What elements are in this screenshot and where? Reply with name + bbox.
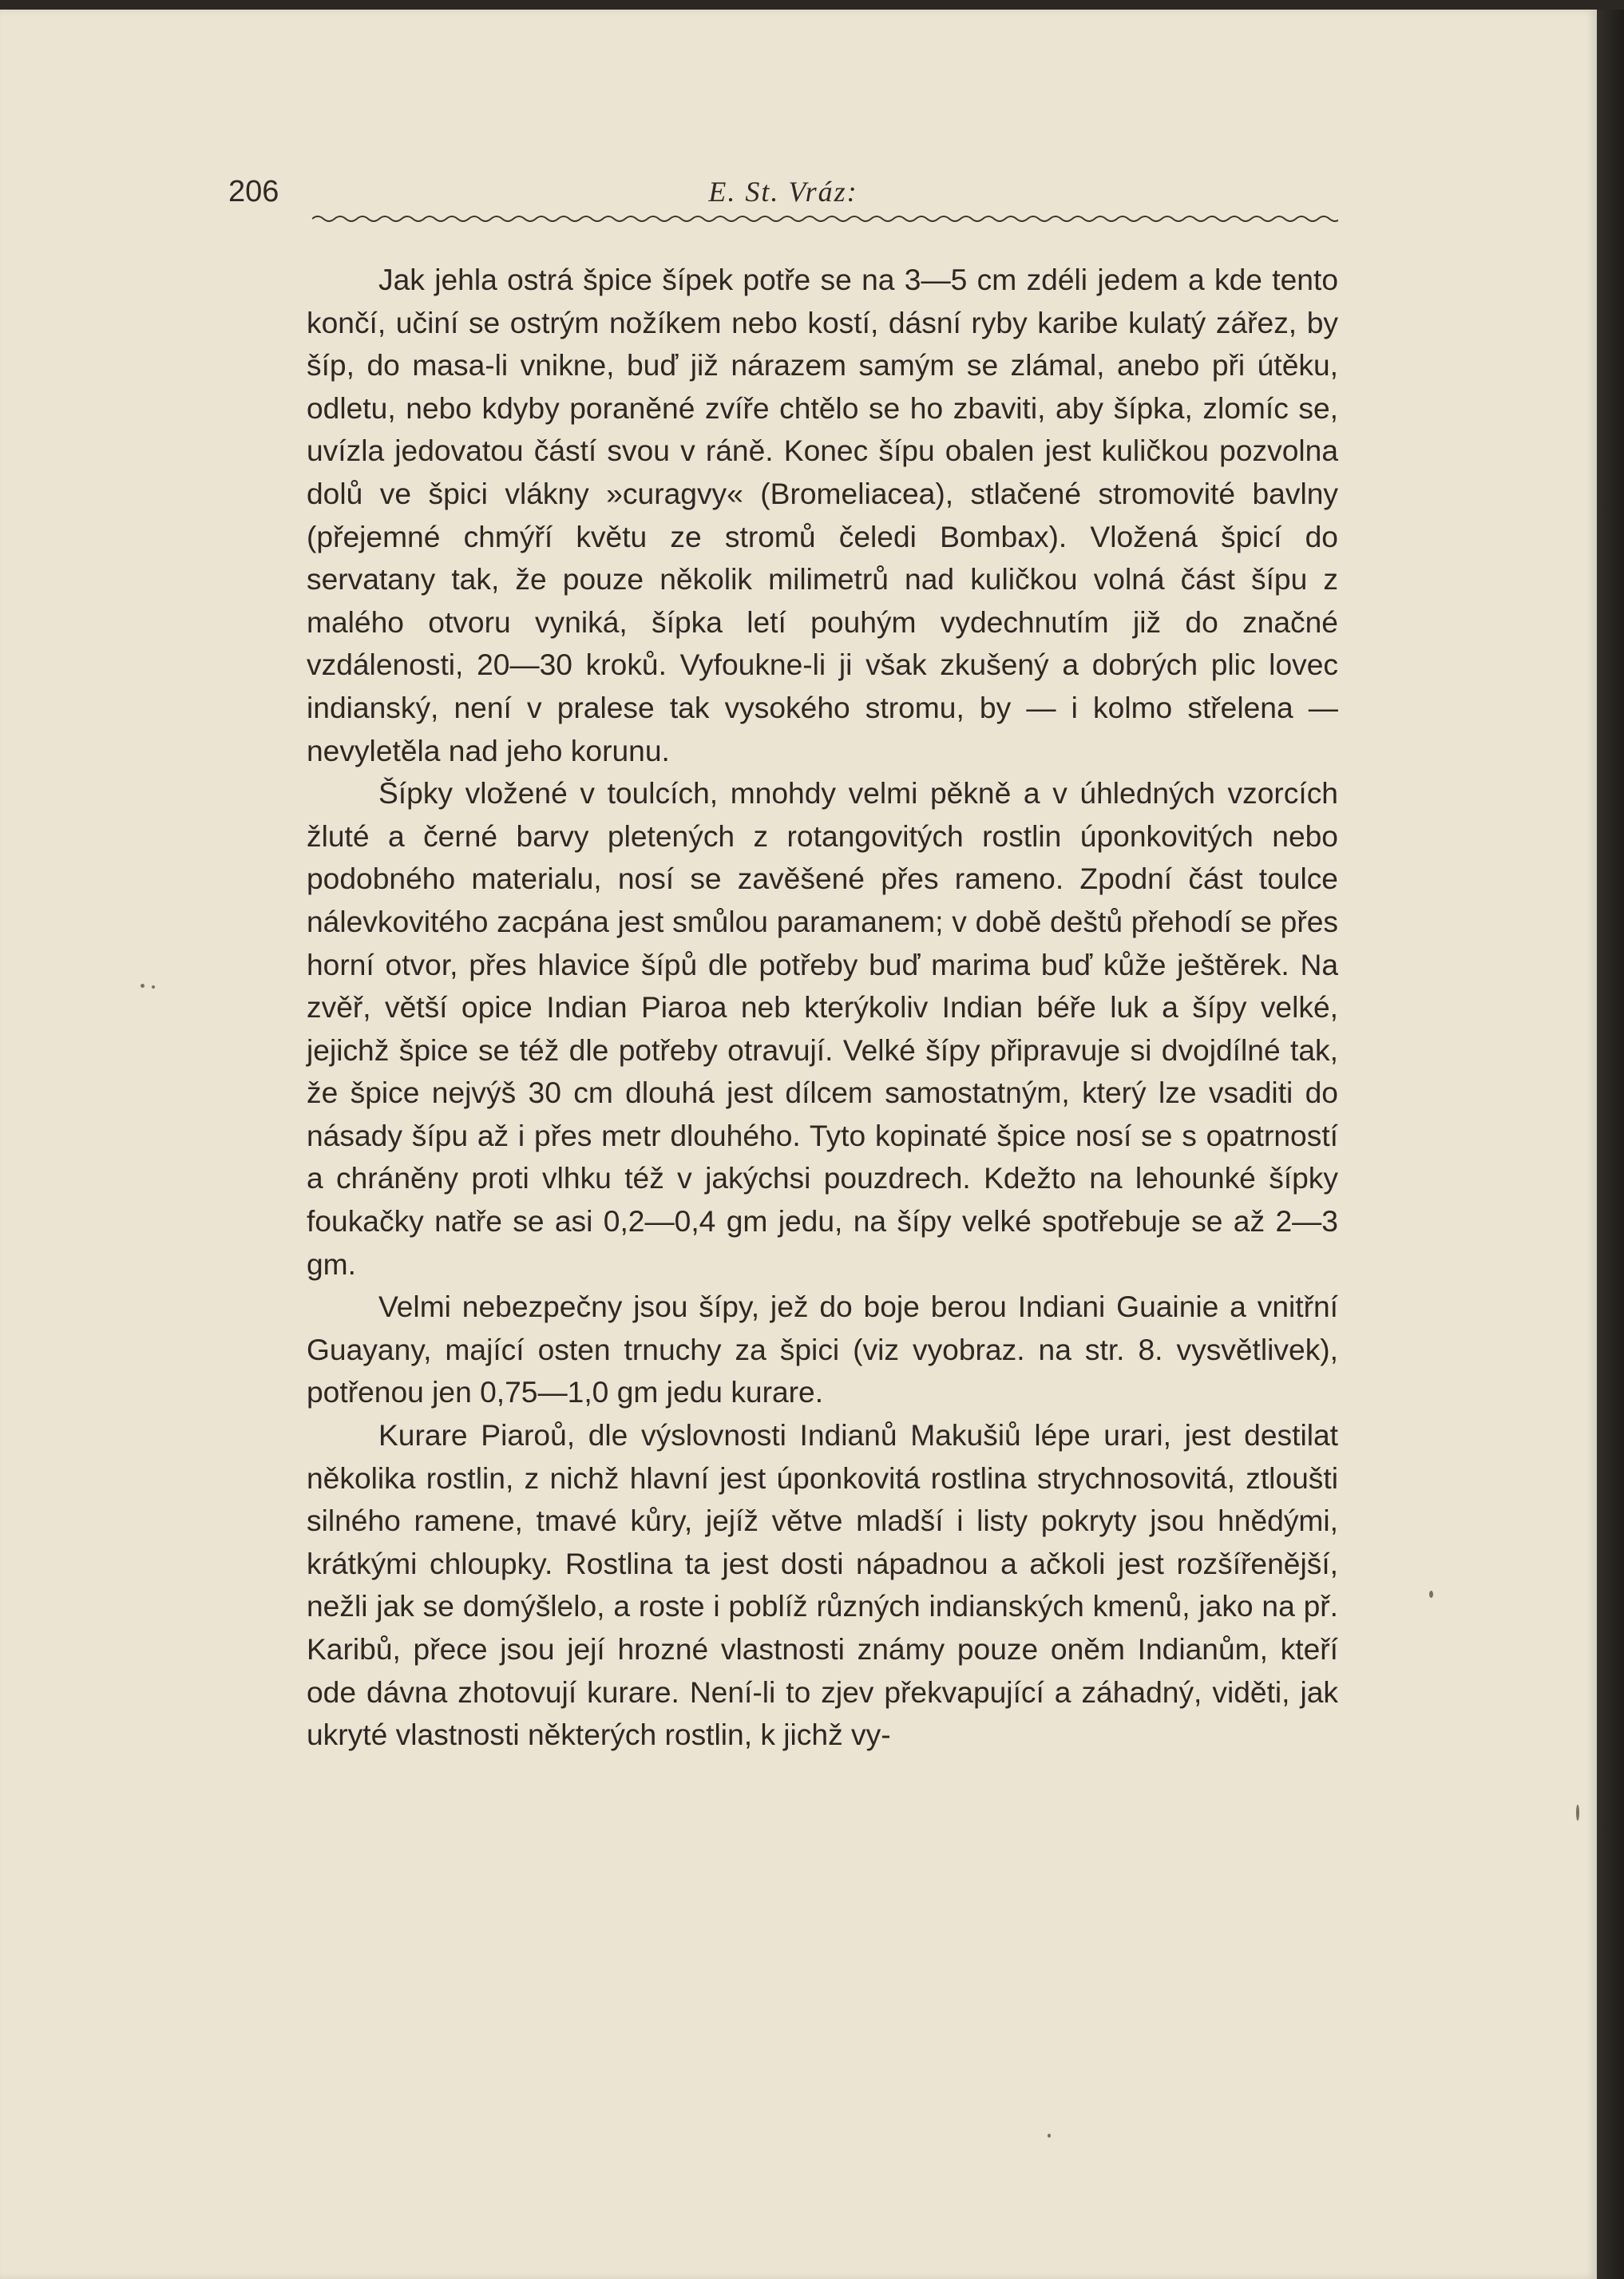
paper-speck	[1576, 1805, 1579, 1821]
paragraph: Kurare Piaroů, dle výslovnosti Indianů Makušiů lépe urari, jest destilat několika rostlin, z nichž hlavní jest úponkovitá rostlina strychnosovitá, ztloušti silného ramene, tmavé kůry, jejíž větve mladší i listy pokryty jsou hnědými, krátkými chloupky. Rostlina ta jest dosti nápadnou a ačkoli jest rozšířenější, nežli jak se domýšlelo, a roste i poblíž různých indianských kmenů, jako na př. Karibů, přece jsou její hrozné vlastnosti známy pouze oněm Indianům, kteří ode dávna zhotovují kurare. Není-li to zjev překvapující a záhadný, viděti, jak ukryté vlastnosti některých rostlin, k jichž vy-	[307, 1418, 1338, 1752]
scanned-page	[0, 10, 1597, 2279]
paper-speck	[152, 985, 155, 989]
paper-speck	[1048, 2134, 1051, 2138]
paragraph: Šípky vložené v toulcích, mnohdy velmi pěkně a v úhledných vzorcích žluté a černé barvy pletených z rotangovitých rostlin úponkovitých nebo podobného materialu, nosí se zavěšené přes rameno. Zpodní část toulce nálevkovitého zacpána jest smůlou paramanem; v době deštů přehodí se přes horní otvor, přes hlavice šípů dle potřeby buď marima buď kůže ještěrek. Na zvěř, větší opice Indian Piaroa neb kterýkoliv Indian béře luk a šípy velké, jejichž špice se též dle potřeby otravují. Velké šípy připravuje si dvojdílné tak, že špice nejvýš 30 cm dlouhá jest dílcem samostatným, který lze vsaditi do násady šípu až i přes metr dlouhého. Tyto kopinaté špice nosí se s opatrností a chráněny proti vlhku též v jakýchsi pouzdrech. Kdežto na lehounké šípky foukačky natře se asi 0,2—0,4 gm jedu, na šípy velké spotřebuje se až 2—3 gm.	[307, 776, 1338, 1281]
running-head: E. St. Vráz:	[708, 176, 858, 208]
page-header	[228, 175, 1338, 223]
paragraph: Velmi nebezpečny jsou šípy, jež do boje berou Indiani Guainie a vnitřní Guayany, mající osten trnuchy za špici (viz vyobraz. na str. 8. vysvětlivek), potřenou jen 0,75—1,0 gm jedu kurare.	[307, 1290, 1338, 1409]
paper-speck	[141, 984, 145, 988]
paragraph: Jak jehla ostrá špice šípek potře se na 3—5 cm zdéli jedem a kde tento končí, učiní se ostrým nožíkem nebo kostí, dásní ryby karibe kulatý zářez, by šíp, do masa-li vnikne, buď již nárazem samým se zlámal, anebo při útěku, odletu, nebo kdyby poraněné zvíře chtělo se ho zbaviti, aby šípka, zlomíc se, uvízla jedovatou částí svou v ráně. Konec šípu obalen jest kuličkou pozvolna dolů ve špici vlákny »curagvy« (Bromeliacea), stlačené stromovité bavlny (přejemné chmýří květu ze stromů čeledi Bombax). Vložená špicí do servatany tak, že pouze několik milimetrů nad kuličkou volná část šípu z malého otvoru vyniká, šípka letí pouhým vydechnutím již do značné vzdálenosti, 20—30 kroků. Vyfoukne-li ji však zkušený a dobrých plic lovec indianský, není v pralese tak vysokého stromu, by — i kolmo střelena — nevyletěla nad jeho korunu.	[307, 263, 1338, 767]
page-number: 206	[228, 175, 279, 208]
body-text	[307, 259, 1338, 1757]
wavy-header-rule	[312, 213, 1338, 224]
paper-speck	[1429, 1591, 1433, 1598]
